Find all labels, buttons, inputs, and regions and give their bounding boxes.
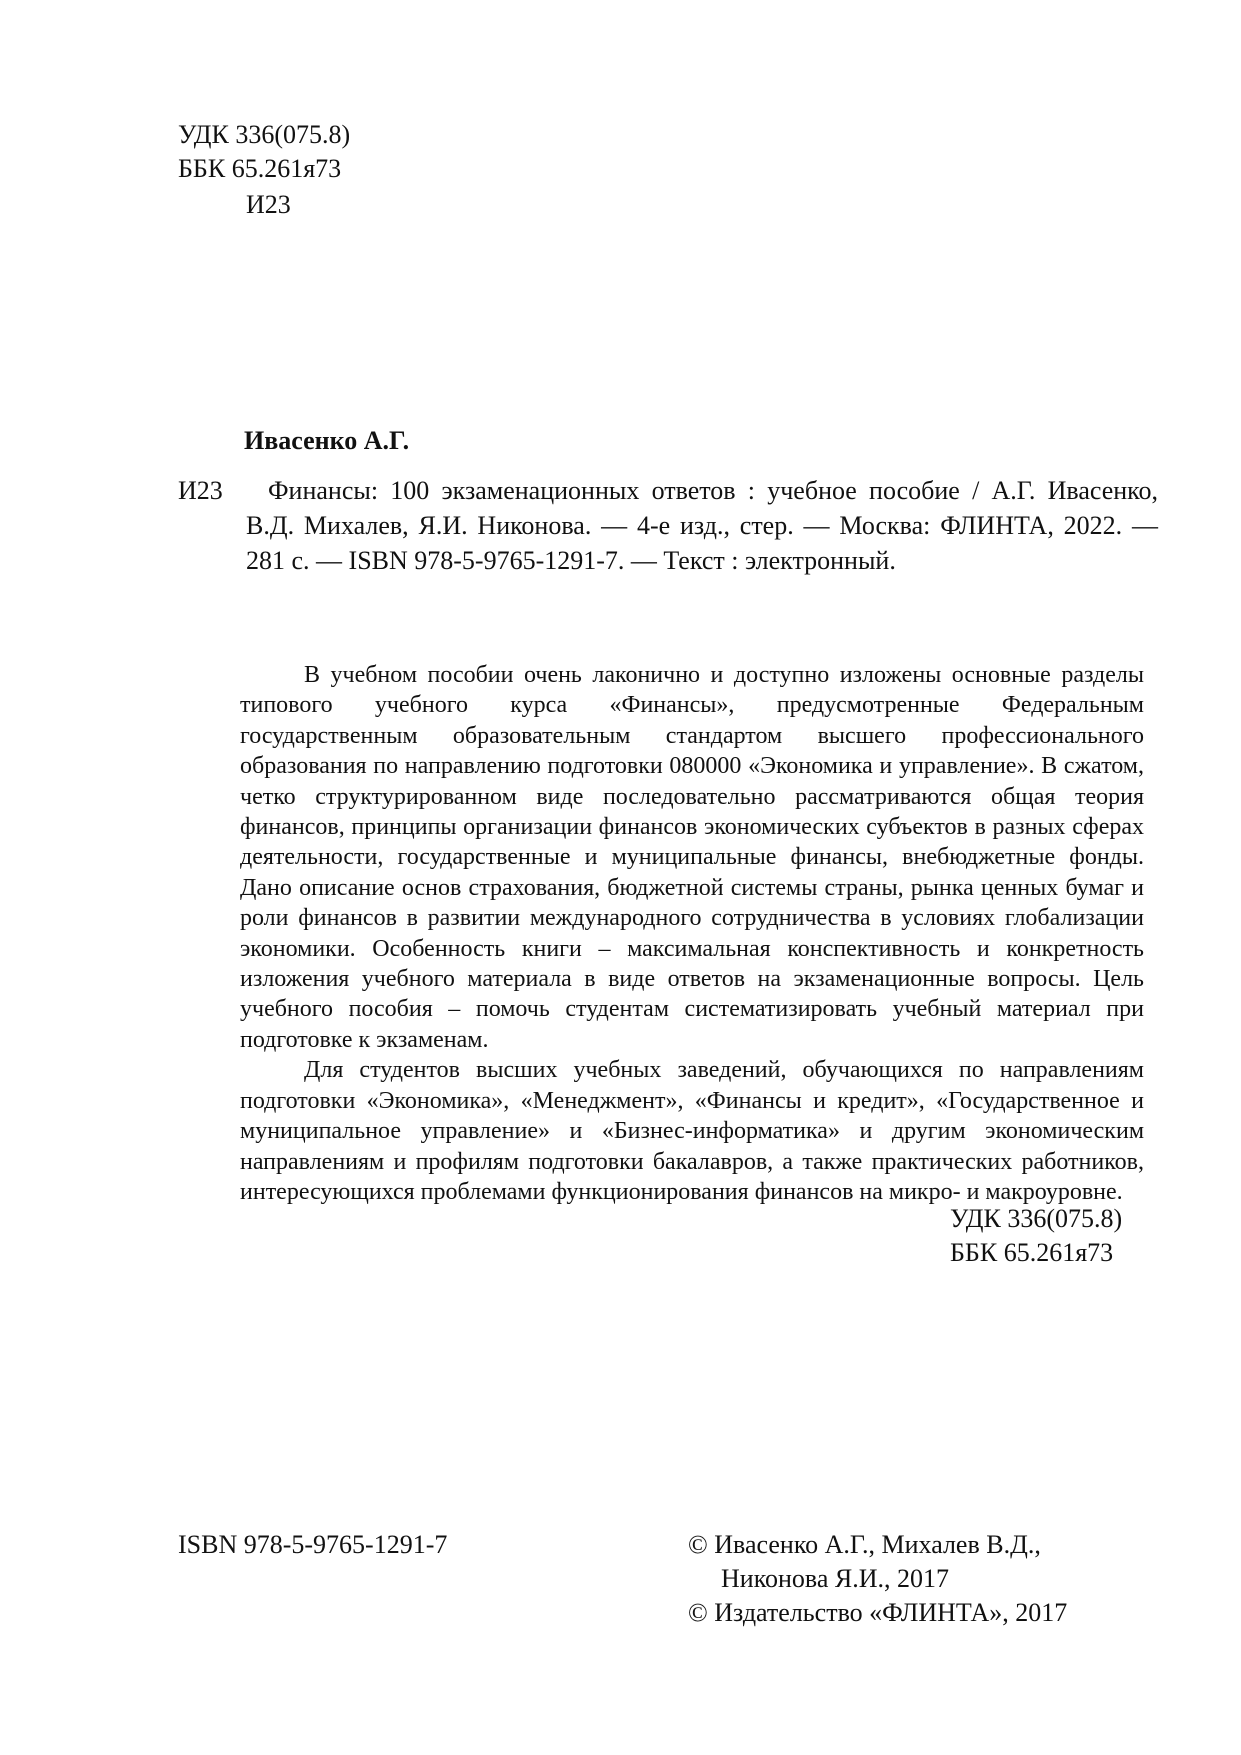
annotation-paragraph: В учебном пособии очень лаконично и доступно изложены основные разделы типового учебного курса «Финансы», предусмотренные Федеральным государственным образовательным стандартом высшего профессионального образования по направлению подготовки 080000 «Экономика и управление». В сжатом, четко структурированном виде последовательно рассматриваются общая теория финансов, принципы организации финансов экономических субъектов в разных сферах деятельности, государственные и муниципальные финансы, внебюджетные фонды. Дано описание основ страхования, бюджетной системы страны, рынка ценных бумаг и роли финансов в развитии международного сотрудничества в условиях глобализации экономики. Особенность книги – максимальная конспективность и конкретность изложения учебного материала в виде ответов на экзаменационные вопросы. Цель учебного пособия – помочь студентам систематизировать учебный материал при подготовке к экзаменам. (240, 662, 1144, 1053)
author-mark: И23 (246, 190, 291, 219)
udk-code: УДК 336(075.8) (950, 1204, 1123, 1233)
bbk-code: ББК 65.261я73 (950, 1238, 1114, 1267)
biblio-description: Финансы: 100 экзаменационных ответов : учебное пособие / А.Г. Ивасенко, В.Д. Михалев, Я.И. Никонова. — 4-е изд., стер. — Москва: ФЛИНТА, 2022. — 281 с. — ISBN 978-5-9765-1291-7. — Текст : электронный. (246, 476, 1158, 575)
copyright-block (688, 1528, 1067, 1630)
bbk-code: ББК 65.261я73 (178, 154, 342, 183)
isbn: ISBN 978-5-9765-1291-7 (178, 1530, 448, 1559)
copyright-line: © Ивасенко А.Г., Михалев В.Д., (688, 1530, 1041, 1559)
copyright-line: Никонова Я.И., 2017 (721, 1564, 950, 1593)
annotation (240, 660, 1144, 1207)
author-heading: Ивасенко А.Г. (244, 426, 410, 455)
annotation-paragraph: Для студентов высших учебных заведений, обучающихся по направлениям подготовки «Экономика», «Менеджмент», «Финансы и кредит», «Государственное и муниципальное управление» и «Бизнес-информатика» и другим экономическим направлениям и профилям подготовки бакалавров, а также практических работников, интересующихся проблемами функционирования финансов на микро- и макроуровне. (240, 1057, 1144, 1205)
classification-codes-bottom (950, 1202, 1122, 1270)
bibliographic-record (178, 473, 1158, 578)
biblio-author-mark: И23 (178, 476, 223, 505)
udk-code: УДК 336(075.8) (178, 120, 351, 149)
classification-codes-top (178, 118, 350, 222)
copyright-line: © Издательство «ФЛИНТА», 2017 (688, 1598, 1068, 1627)
